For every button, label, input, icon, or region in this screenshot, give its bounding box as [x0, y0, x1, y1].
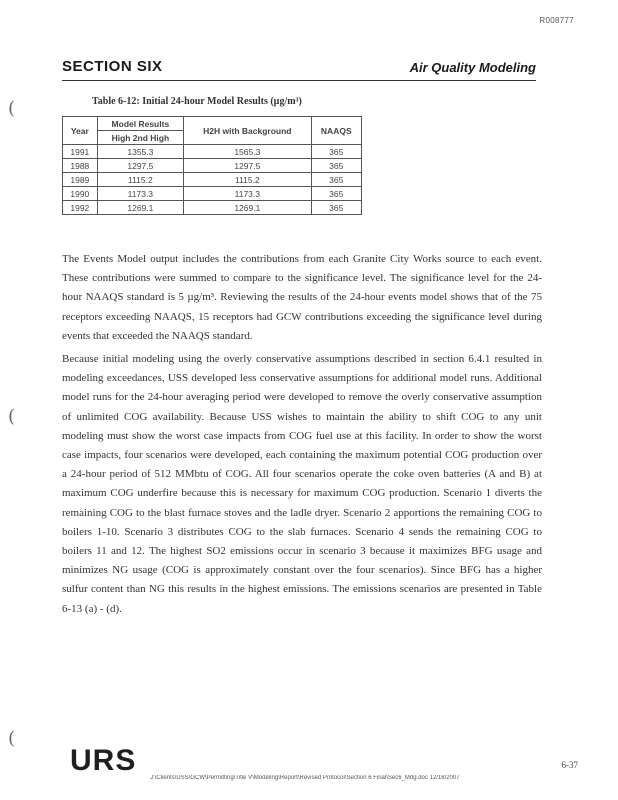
section-heading: SECTION SIX [62, 58, 163, 75]
cell-naaqs: 365 [311, 201, 361, 215]
cell-naaqs: 365 [311, 173, 361, 187]
binder-mark-bottom: ( [8, 728, 16, 749]
cell-model: 1297.5 [97, 159, 183, 173]
cell-bg: 1297.5 [184, 159, 311, 173]
binder-mark-middle: ( [8, 406, 16, 427]
table-row [63, 145, 362, 159]
cell-bg: 1115.2 [184, 173, 311, 187]
cell-model: 1355.3 [97, 145, 183, 159]
paragraph-events-model: The Events Model output includes the contributions from each Granite City Works source to each event. These contributions were summed to compare to the significance level. The significance level for the 24-hour NAAQS standard is 5 µg/m³. Reviewing the results of the 24-hour events model shows that of the 75 receptors exceeding NAAQS, 15 receptors had GCW contributions exceeding the significance level during events that exceeded the NAAQS standard. [62, 253, 542, 342]
page-number: 6-37 [561, 760, 578, 770]
binder-mark-top: ( [8, 98, 16, 119]
paragraph-additional-runs: Because initial modeling using the overly conservative assumptions described in section 6.4.1 resulted in modeling exceedances, USS developed less conservative assumptions for additional model runs. Additional model runs for the 24-hour averaging period were developed to remove the overly conservative assumption of unlimited COG availability. Because USS wishes to maintain the ability to shift COG to any unit modeling must show the worst case impacts from COG fuel use at this facility. In order to show the worst case impacts, four scenarios were developed, each containing the maximum potential COG production over a 24-hour period of 512 MMbtu of COG. All four scenarios operate the coke oven batteries (A and B) at maximum COG underfire because this is necessary for maximum COG production. Scenario 1 diverts the remaining COG to the blast furnace stoves and the ladle dryer. Scenario 2 apportions the remaining COG to boilers 1-10. Scenario 3 distributes COG to the slab furnaces. Scenario 4 sends the remaining COG to boilers 11 and 12. The highest SO2 emissions occur in scenario 3 because it maximizes BFG usage and minimizes NG usage (COG is approximately constant over the four scenarios). Since BFG has a higher sulfur content than NG this results in the highest emissions. The emissions scenarios are presented in Table 6-13 (a) - (d). [62, 353, 542, 615]
table-row [63, 173, 362, 187]
section-title: Air Quality Modeling [409, 60, 536, 75]
cell-year: 1991 [63, 145, 98, 159]
cell-year: 1990 [63, 187, 98, 201]
cell-year: 1992 [63, 201, 98, 215]
cell-bg: 1173.3 [184, 187, 311, 201]
col-model-results: Model Results [97, 117, 183, 131]
header-rule [62, 80, 536, 81]
cell-year: 1988 [63, 159, 98, 173]
cell-year: 1989 [63, 173, 98, 187]
results-table [62, 116, 362, 215]
cell-naaqs: 365 [311, 159, 361, 173]
cell-model: 1173.3 [97, 187, 183, 201]
footer-file-path: J:\Clients\USS\GCW\Permitting\Title V\Modeling\Report\Revised Protocol\Section 6 Final\Sec6_Mdg.doc 12/18/2007 [150, 775, 460, 781]
cell-naaqs: 365 [311, 145, 361, 159]
col-naaqs: NAAQS [311, 117, 361, 145]
table-row [63, 187, 362, 201]
document-id: R008777 [539, 16, 574, 25]
cell-bg: 1565.3 [184, 145, 311, 159]
cell-naaqs: 365 [311, 187, 361, 201]
table-row [63, 159, 362, 173]
cell-model: 1115.2 [97, 173, 183, 187]
col-model-sub: High 2nd High [97, 131, 183, 145]
table-caption: Table 6-12: Initial 24-hour Model Results (µg/m³) [92, 96, 302, 107]
table-row [63, 201, 362, 215]
col-with-background: H2H with Background [184, 117, 311, 145]
cell-model: 1269.1 [97, 201, 183, 215]
urs-logo: URS [70, 744, 137, 777]
cell-bg: 1269.1 [184, 201, 311, 215]
col-year: Year [63, 117, 98, 145]
